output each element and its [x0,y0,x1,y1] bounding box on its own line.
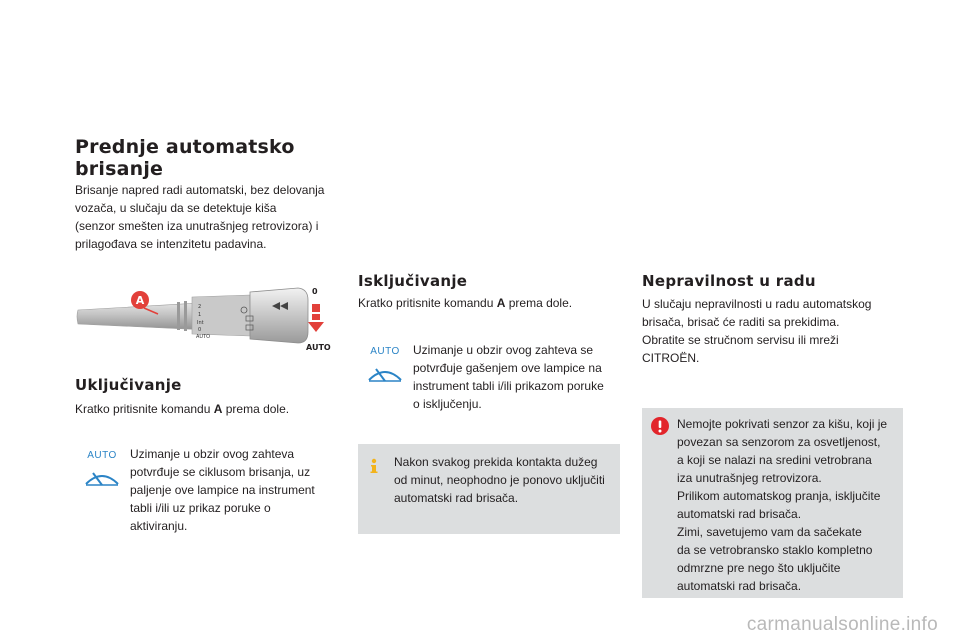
scale-label: 0 [198,327,202,333]
page-title: Prednje automatsko brisanje [75,136,295,180]
section-title-deactivation: Isključivanje [358,272,468,290]
activation-note: Uzimanje u obzir ovog zahteva potvrđuje se ciklusom brisanja, uz paljenje ove lampice na instrument tabli i/ili uz prikaz poruke o aktiviranju. [130,447,315,533]
auto-wiper-icon: AUTO [80,450,124,504]
stalk-ring-2 [184,301,187,331]
malfunction-text: U slučaju nepravilnosti u radu automatskog brisača, brisač će raditi sa prekidima. Obratite se stručnom servisu ili mreži CITROËN. [642,297,872,365]
wiper-stalk-diagram [72,280,337,355]
scale-label: AUTO [196,334,211,340]
scale-label: Int [197,320,204,326]
warning-text: Nemojte pokrivati senzor za kišu, koji je povezan sa senzorom za osvetljenost, a koji se nalazi na sredini vetrobrana iza unutrašnjeg retrovizora. Prilikom automatskog pranja, isključite automatski rad brisača. Zimi, savetujemo vam da sačekate da se vetrobransko staklo kompletno odmrzne pre nego što uključite automatski rad brisača. [677,417,888,593]
section-title-activation: Uključivanje [75,376,182,394]
stalk-tip [250,288,308,343]
intro-text: Brisanje napred radi automatski, bez delovanja vozača, u slučaju da se detektuje kiša (senzor smešten iza unutrašnjeg retrovizora) i prilagođava se intenzitetu padavina. [75,183,325,251]
footer-watermark: carmanualsonline.info [746,614,938,635]
position-label: 0 [312,287,318,296]
scale-label: 2 [198,304,202,310]
auto-wiper-icon: AUTO [363,346,407,400]
down-arrow-icon [308,304,324,332]
warning-box [642,408,903,598]
info-icon [365,456,383,474]
warning-icon [650,416,670,436]
section-title-malfunction: Nepravilnost u radu [642,272,816,290]
stalk-ring-1 [177,302,180,330]
callout-letter: A [135,294,145,307]
deactivation-note: Uzimanje u obzir ovog zahteva se potvrđuje gašenjem ove lampice na instrument tabli i/ili prikazom poruke o isključenju. [413,343,604,411]
position-label: AUTO [306,343,331,352]
deactivation-instruction: Kratko pritisnite komandu A prema dole. [358,296,573,310]
activation-instruction: Kratko pritisnite komandu A prema dole. [75,402,290,416]
scale-label: 1 [198,312,202,318]
info-text: Nakon svakog prekida kontakta dužeg od minut, neophodno je ponovo uključiti automatski rad brisača. [394,455,605,505]
info-box [358,444,620,534]
